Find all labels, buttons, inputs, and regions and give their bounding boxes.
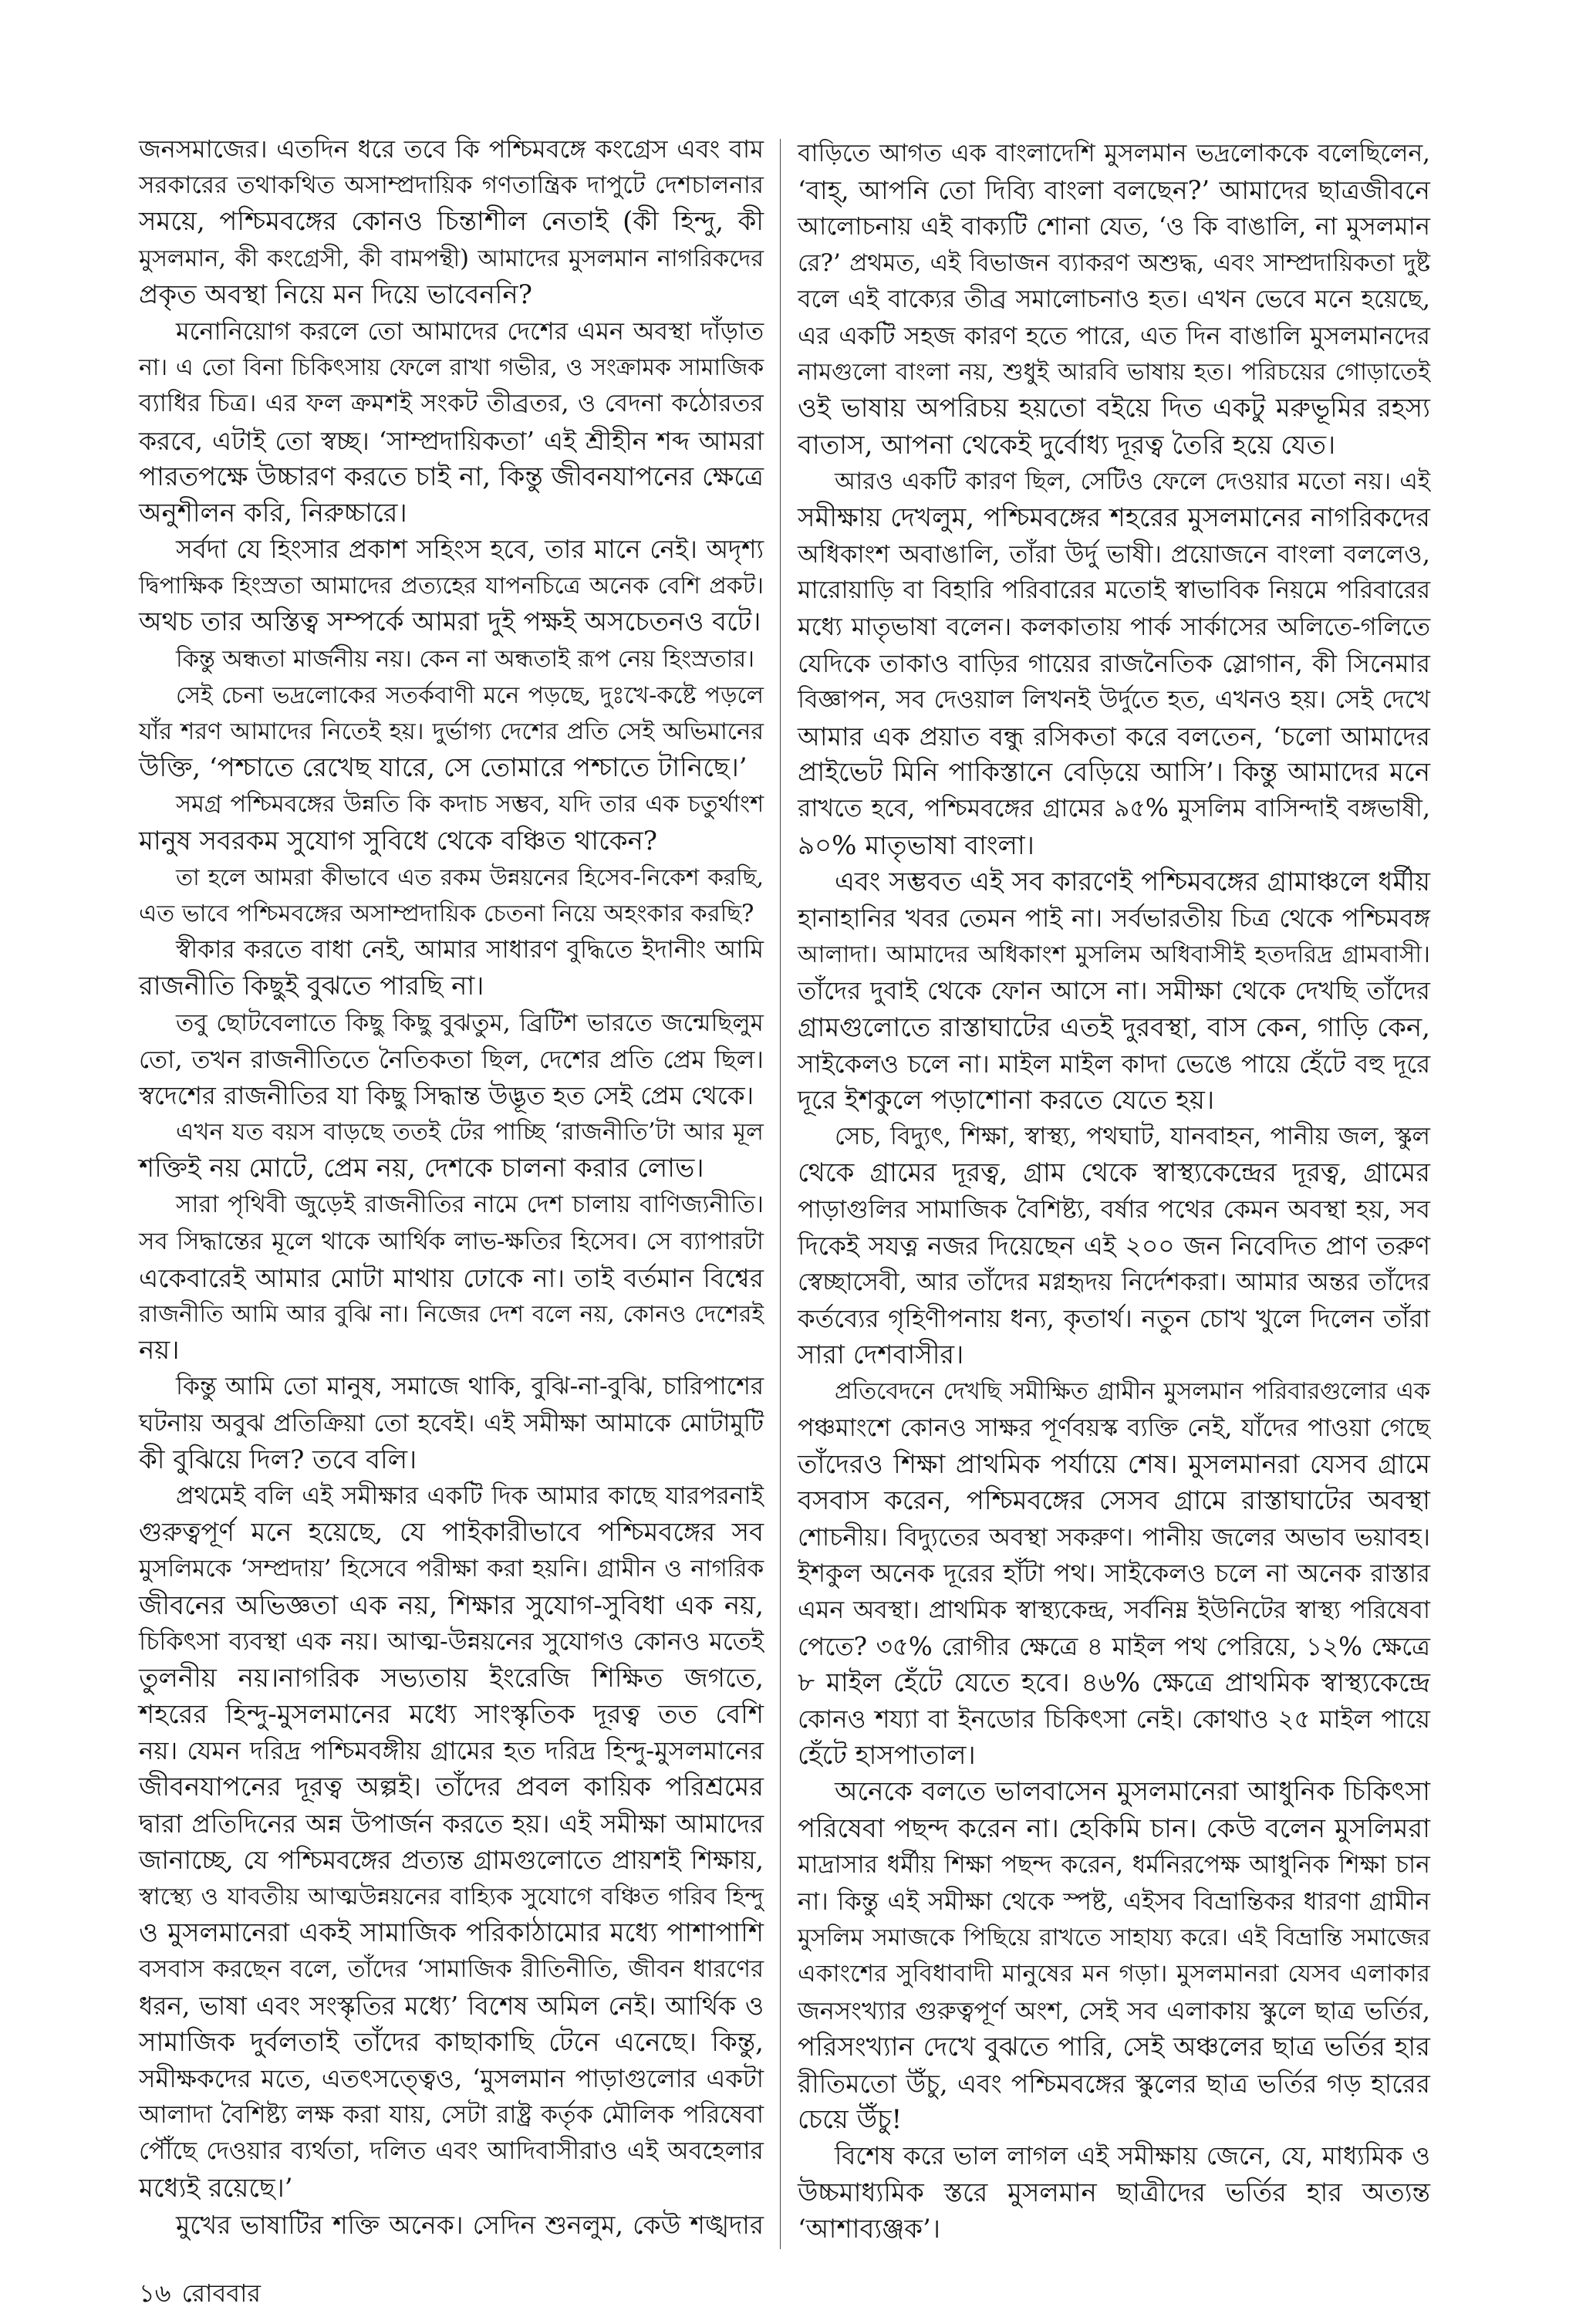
- paragraph: [139, 860, 764, 932]
- text-line: সেচ, বিদ্যুৎ, শিক্ষা, স্বাস্থ্য, পথঘাট, যানবাহন, পানীয় জল, স্কুল: [835, 1123, 1430, 1151]
- text-line: আলাদা বৈশিষ্ট্য লক্ষ করা যায়, সেটা রাষ্ট্র কর্তৃক মৌলিক পরিষেবা: [139, 2101, 764, 2130]
- text-line: গ্রামগুলোতে রাস্তাঘাটের এতই দুরবস্থা, বাস কেন, গাড়ি কেন,: [798, 1012, 1430, 1043]
- text-line: পরিষেবা পছন্দ করেন না। হেকিমি চান। কেউ বলেন মুসলিমরা: [798, 1812, 1430, 1844]
- text-line: প্রকৃত অবস্থা নিয়ে মন দিয়ে ভাবেননি?: [139, 279, 532, 310]
- text-line: বাতাস, আপনা থেকেই দুর্বোধ্য দূরত্ব তৈরি হয়ে যেত।: [798, 429, 1336, 461]
- text-line: সামাজিক দুর্বলতাই তাঁদের কাছাকাছি টেনে এনেছে। কিন্তু,: [139, 2026, 764, 2058]
- text-line: যেদিকে তাকাও বাড়ির গায়ের রাজনৈতিক স্লোগান, কী সিনেমার: [798, 648, 1430, 678]
- text-line: না। এ তো বিনা চিকিৎসায় ফেলে রাখা গভীর, ও সংক্রামক সামাজিক: [139, 354, 764, 382]
- text-line: আলোচনায় এই বাক্যটি শোনা যেত, ‘ও কি বাঙালি, না মুসলমান: [798, 211, 1430, 242]
- text-line: যাঁর শরণ আমাদের নিতেই হয়। দুর্ভাগ্য দেশের প্রতি সেই অভিমানের: [139, 718, 764, 745]
- text-line: ‘আশাব্যঞ্জক’।: [798, 2213, 941, 2245]
- text-line: উক্তি, ‘পশ্চাতে রেখেছ যারে, সে তোমারে পশ্চাতে টানিছে।’: [139, 752, 748, 784]
- text-line: বিশেষ করে ভাল লাগল এই সমীক্ষায় জেনে, যে, মাধ্যমিক ও: [835, 2141, 1430, 2171]
- text-line: মারোয়াড়ি বা বিহারি পরিবারের মতোই স্বাভাবিক নিয়মে পরিবারের: [798, 576, 1430, 605]
- text-line: সময়ে, পশ্চিমবঙ্গের কোনও চিন্তাশীল নেতাই (কী হিন্দু, কী: [139, 206, 764, 238]
- text-line: অথচ তার অস্তিত্ব সম্পর্কে আমরা দুই পক্ষই অসচেতনও বটে।: [139, 606, 761, 638]
- paragraph: [798, 1119, 1430, 1373]
- text-line: ব্যাধির চিত্র। এর ফল ক্রমশই সংকট তীব্রতর, ও বেদনা কঠোরতর: [139, 390, 764, 418]
- text-line: মধ্যেই রয়েছে।’: [139, 2172, 293, 2204]
- text-line: মুসলিম সমাজকে পিছিয়ে রাখতে সাহায্য করে। এই বিভ্রান্তি সমাজের: [798, 1924, 1430, 1952]
- text-line: পরিসংখ্যান দেখে বুঝতে পারি, সেই অঞ্চলের ছাত্র ভর্তির হার: [798, 2031, 1430, 2062]
- text-line: শক্তিই নয় মোটে, প্রেম নয়, দেশকে চালনা করার লোভ।: [139, 1153, 704, 1184]
- paragraph: [798, 136, 1430, 464]
- paragraph: [139, 1478, 764, 2207]
- text-line: এবং সম্ভবত এই সব কারণেই পশ্চিমবঙ্গের গ্রামাঞ্চলে ধর্মীয়: [835, 866, 1430, 897]
- text-line: থেকে গ্রামের দূরত্ব, গ্রাম থেকে স্বাস্থ্যকেন্দ্রের দূরত্ব, গ্রামের: [798, 1157, 1430, 1189]
- paragraph: [139, 1114, 764, 1187]
- text-line: ‘বাহ্, আপনি তো দিব্যি বাংলা বলছেন?’ আমাদের ছাত্রজীবনে: [798, 175, 1430, 206]
- text-line: সর্বদা যে হিংসার প্রকাশ সহিংস হবে, তার মানে নেই। অদৃশ্য: [176, 535, 764, 565]
- text-line: সব সিদ্ধান্তের মূলে থাকে আর্থিক লাভ-ক্ষতির হিসেব। সে ব্যাপারটা: [139, 1227, 764, 1255]
- text-line: এমন অবস্থা। প্রাথমিক স্বাস্থ্যকেন্দ্র, সর্বনিম্ন ইউনিটের স্বাস্থ্য পরিষেবা: [798, 1596, 1430, 1624]
- text-line: আমার এক প্রয়াত বন্ধু রসিকতা করে বলতেন, ‘চলো আমাদের: [798, 721, 1430, 752]
- text-line: পৌঁছে দেওয়ার ব্যর্থতা, দলিত এবং আদিবাসীরাও এই অবহেলার: [139, 2137, 764, 2166]
- text-line: রে?’ প্রথমত, এই বিভাজন ব্যাকরণ অশুদ্ধ, এবং সাম্প্রদায়িকতা দুষ্ট: [798, 248, 1430, 277]
- text-line: শহরের হিন্দু-মুসলমানের মধ্যে সাংস্কৃতিক দূরত্ব তত বেশি: [139, 1699, 764, 1731]
- text-line: পারতপক্ষে উচ্চারণ করতে চাই না, কিন্তু জীবনযাপনের ক্ষেত্রে: [139, 461, 764, 492]
- text-line: প্রথমেই বলি এই সমীক্ষার একটি দিক আমার কাছে যারপরনাই: [176, 1481, 764, 1510]
- text-line: দিকেই সযত্ন নজর দিয়েছেন এই ২০০ জন নিবেদিত প্রাণ তরুণ: [798, 1231, 1430, 1261]
- text-line: স্বেচ্ছাসেবী, আর তাঁদের মগ্নহৃদয় নির্দেশকরা। আমার অন্তর তাঁদের: [798, 1268, 1430, 1296]
- text-line: সাইকেলও চলে না। মাইল মাইল কাদা ভেঙে পায়ে হেঁটে বহু দূরে: [798, 1049, 1430, 1079]
- paragraph: [139, 131, 764, 313]
- text-line: চিকিৎসা ব্যবস্থা এক নয়। আত্ম-উন্নয়নের সুযোগও কোনও মতেই: [139, 1627, 764, 1656]
- page-footer: [139, 2276, 261, 2310]
- text-line: কিন্তু আমি তো মানুষ, সমাজে থাকি, বুঝি-না-বুঝি, চারিপাশের: [176, 1373, 764, 1401]
- text-line: ওই ভাষায় অপরিচয় হয়তো বইয়ে দিত একটু মরুভূমির রহস্য: [798, 393, 1430, 424]
- text-line: মুসলমান, কী কংগ্রেসী, কী বামপন্থী) আমাদের মুসলমান নাগরিকদের: [139, 245, 764, 272]
- right-column: [798, 136, 1430, 2248]
- text-line: সেই চেনা ভদ্রলোকের সতর্কবাণী মনে পড়ছে, দুঃখে-কষ্টে পড়লে: [176, 681, 764, 709]
- text-line: নামগুলো বাংলা নয়, শুধুই আরবি ভাষায় হত। পরিচয়ের গোড়াতেই: [798, 359, 1430, 387]
- text-line: জীবনের অভিজ্ঞতা এক নয়, শিক্ষার সুযোগ-সুবিধা এক নয়,: [139, 1589, 764, 1621]
- text-line: স্বদেশের রাজনীতির যা কিছু সিদ্ধান্ত উদ্ভূত হত সেই প্রেম থেকে।: [139, 1080, 754, 1110]
- paragraph: [139, 1369, 764, 1478]
- text-line: তুলনীয় নয়।নাগরিক সভ্যতায় ইংরেজি শিক্ষিত জগতে,: [139, 1662, 764, 1694]
- paragraph: [798, 2138, 1430, 2248]
- text-line: পাড়াগুলির সামাজিক বৈশিষ্ট্য, বর্ষার পথের কেমন অবস্থা হয়, সব: [798, 1194, 1430, 1224]
- text-line: কিন্তু অন্ধতা মার্জনীয় নয়। কেন না অন্ধতাই রূপ নেয় হিংস্রতার।: [176, 645, 754, 673]
- text-line: মধ্যে মাতৃভাষা বলেন। কলকাতায় পার্ক সার্কাসের অলিতে-গলিতে: [798, 612, 1430, 642]
- paragraph: [798, 464, 1430, 864]
- paragraph: [139, 1005, 764, 1115]
- text-line: রীতিমতো উঁচু, এবং পশ্চিমবঙ্গের স্কুলের ছাত্র ভর্তির গড় হারের: [798, 2068, 1430, 2099]
- text-line: মুখের ভাষাটির শক্তি অনেক। সেদিন শুনলুম, কেউ শঙ্খদার: [176, 2209, 764, 2240]
- paragraph: [139, 532, 764, 641]
- text-line: একাংশের সুবিধাবাদী মানুষের মন গড়া। মুসলমানরা যেসব এলাকার: [798, 1960, 1430, 1988]
- text-line: গুরুত্বপূর্ণ মনে হয়েছে, যে পাইকারীভাবে পশ্চিমবঙ্গের সব: [139, 1517, 764, 1549]
- text-line: নয়। যেমন দরিদ্র পশ্চিমবঙ্গীয় গ্রামের হত দরিদ্র হিন্দু-মুসলমানের: [139, 1736, 764, 1766]
- text-line: নয়।: [139, 1335, 180, 1366]
- text-line: সমগ্র পশ্চিমবঙ্গের উন্নতি কি কদাচ সম্ভব, যদি তার এক চতুর্থাংশ: [176, 791, 764, 819]
- text-line: রাজনীতি কিছুই বুঝতে পারছি না।: [139, 971, 484, 1002]
- text-line: হানাহানির খবর তেমন পাই না। সর্বভারতীয় চিত্র থেকে পশ্চিমবঙ্গ: [798, 903, 1430, 933]
- text-line: মানুষ সবরকম সুযোগ সুবিধে থেকে বঞ্চিত থাকেন?: [139, 825, 658, 856]
- text-line: মুসলিমকে ‘সম্প্রদায়’ হিসেবে পরীক্ষা করা হয়নি। গ্রামীন ও নাগরিক: [139, 1555, 764, 1583]
- text-line: দ্বারা প্রতিদিনের অন্ন উপার্জন করতে হয়। এই সমীক্ষা আমাদের: [139, 1809, 764, 1839]
- text-line: মনোনিয়োগ করলে তো আমাদের দেশের এমন অবস্থা দাঁড়াত: [176, 316, 764, 346]
- text-line: পঞ্চমাংশে কোনও সাক্ষর পূর্ণবয়স্ক ব্যক্তি নেই, যাঁদের পাওয়া গেছে: [798, 1414, 1430, 1442]
- text-line: না। কিন্তু এই সমীক্ষা থেকে স্পষ্ট, এইসব বিভ্রান্তিকর ধারণা গ্রামীন: [798, 1887, 1430, 1916]
- text-line: ৯০% মাতৃভাষা বাংলা।: [798, 829, 1034, 861]
- text-line: এর একটি সহজ কারণ হতে পারে, এত দিন বাঙালি মুসলমানদের: [798, 320, 1430, 350]
- text-line: ও মুসলমানেরা একই সামাজিক পরিকাঠামোর মধ্যে পাশাপাশি: [139, 1917, 764, 1949]
- left-column: [139, 131, 764, 2243]
- text-line: সারা দেশবাসীর।: [798, 1339, 964, 1371]
- text-line: আলাদা। আমাদের অধিকাংশ মুসলিম অধিবাসীই হতদরিদ্র গ্রামবাসী।: [798, 941, 1430, 969]
- text-line: সরকারের তথাকথিত অসাম্প্রদায়িক গণতান্ত্রিক দাপুটে দেশচালনার: [139, 171, 764, 200]
- text-line: রাখতে হবে, পশ্চিমবঙ্গের গ্রামের ৯৫% মুসলিম বাসিন্দাই বঙ্গভাষী,: [798, 795, 1430, 823]
- text-line: অনুশীলন করি, নিরুচ্চারে।: [139, 497, 407, 529]
- text-line: এখন যত বয়স বাড়ছে ততই টের পাচ্ছি ‘রাজনীতি’টা আর মূল: [176, 1119, 764, 1147]
- text-line: সমীক্ষায় দেখলুম, পশ্চিমবঙ্গের শহরের মুসলমানের নাগরিকদের: [798, 502, 1430, 533]
- paragraph: [139, 786, 764, 859]
- text-line: সমীক্ষকদের মতে, এতৎসত্ত্বেও, ‘মুসলমান পাড়াগুলোর একটা: [139, 2063, 764, 2093]
- paragraph: [139, 641, 764, 677]
- text-line: তাঁদেরও শিক্ষা প্রাথমিক পর্যায়ে শেষ। মুসলমানরা যেসব গ্রামে: [798, 1448, 1430, 1480]
- text-line: প্রতিবেদনে দেখছি সমীক্ষিত গ্রামীন মুসলমান পরিবারগুলোর এক: [835, 1378, 1430, 1406]
- text-line: করবে, এটাই তো স্বচ্ছ। ‘সাম্প্রদায়িকতা’ এই শ্রীহীন শব্দ আমরা: [139, 425, 764, 456]
- text-line: প্রাইভেট মিনি পাকিস্তানে বেড়িয়ে আসি’। কিন্তু আমাদের মনে: [798, 757, 1430, 789]
- text-line: বসবাস করেন, পশ্চিমবঙ্গের সেসব গ্রামে রাস্তাঘাটের অবস্থা: [798, 1485, 1430, 1516]
- text-line: তো, তখন রাজনীতিতে নৈতিকতা ছিল, দেশের প্রতি প্রেম ছিল।: [139, 1044, 764, 1074]
- text-line: ঘটনায় অবুঝ প্রতিক্রিয়া তো হবেই। এই সমীক্ষা আমাকে মোটামুটি: [139, 1409, 764, 1437]
- text-line: শোচনীয়। বিদ্যুতের অবস্থা সকরুণ। পানীয় জলের অভাব ভয়াবহ।: [798, 1522, 1430, 1552]
- text-line: উচ্চমাধ্যমিক স্তরে মুসলমান ছাত্রীদের ভর্তির হার অত্যন্ত: [798, 2177, 1430, 2208]
- text-line: জনসমাজের। এতদিন ধরে তবে কি পশ্চিমবঙ্গে কংগ্রেস এবং বাম: [139, 134, 764, 164]
- text-line: অধিকাংশ অবাঙালি, তাঁরা উর্দু ভাষী। প্রয়োজনে বাংলা বললেও,: [798, 539, 1430, 569]
- page-number: ১৬: [139, 2278, 171, 2308]
- text-line: জীবনযাপনের দূরত্ব অল্পই। তাঁদের প্রবল কায়িক পরিশ্রমের: [139, 1772, 764, 1803]
- text-line: হেঁটে হাসপাতাল।: [798, 1740, 976, 1772]
- paragraph: [139, 677, 764, 787]
- text-line: রাজনীতি আমি আর বুঝি না। নিজের দেশ বলে নয়, কোনও দেশেরই: [139, 1301, 764, 1328]
- paragraph: [139, 2207, 764, 2243]
- text-line: চেয়ে উঁচু!: [798, 2104, 903, 2136]
- text-line: বিজ্ঞাপন, সব দেওয়াল লিখনই উর্দুতে হত, এখনও হয়। সেই দেখে: [798, 685, 1430, 714]
- text-line: বাড়িতে আগত এক বাংলাদেশি মুসলমান ভদ্রলোককে বলেছিলেন,: [798, 140, 1430, 167]
- text-line: আরও একটি কারণ ছিল, সেটিও ফেলে দেওয়ার মতো নয়। এই: [835, 467, 1430, 495]
- text-line: জনসংখ্যার গুরুত্বপূর্ণ অংশ, সেই সব এলাকায় স্কুলে ছাত্র ভর্তির,: [798, 1995, 1430, 2025]
- text-line: মাদ্রাসার ধর্মীয় শিক্ষা পছন্দ করেন, ধর্মনিরপেক্ষ আধুনিক শিক্ষা চান: [798, 1850, 1430, 1879]
- paragraph: [798, 1774, 1430, 2138]
- text-line: একেবারেই আমার মোটা মাথায় ঢোকে না। তাই বর্তমান বিশ্বের: [139, 1262, 764, 1293]
- paragraph: [139, 932, 764, 1005]
- text-line: ৮ মাইল হেঁটে যেতে হবে। ৪৬% ক্ষেত্রে প্রাথমিক স্বাস্থ্যকেন্দ্রে: [798, 1667, 1430, 1698]
- text-line: অনেকে বলতে ভালবাসেন মুসলমানেরা আধুনিক চিকিৎসা: [835, 1776, 1430, 1808]
- text-line: দ্বিপাক্ষিক হিংস্রতা আমাদের প্রত্যহের যাপনচিত্রে অনেক বেশি প্রকট।: [139, 573, 764, 600]
- text-line: দূরে ইশকুলে পড়াশোনা করতে যেতে হয়।: [798, 1084, 1215, 1116]
- text-line: এত ভাবে পশ্চিমবঙ্গের অসাম্প্রদায়িক চেতনা নিয়ে অহংকার করছি?: [139, 900, 754, 927]
- text-line: সারা পৃথিবী জুড়েই রাজনীতির নামে দেশ চালায় বাণিজ্যনীতি।: [176, 1191, 764, 1219]
- paragraph: [798, 864, 1430, 1119]
- text-line: তা হলে আমরা কীভাবে এত রকম উন্নয়নের হিসেব-নিকেশ করছি,: [176, 863, 764, 890]
- text-line: তাঁদের দুবাই থেকে ফোন আসে না। সমীক্ষা থেকে দেখছি তাঁদের: [798, 976, 1430, 1006]
- paragraph: [798, 1373, 1430, 1774]
- text-line: কর্তব্যের গৃহিণীপনায় ধন্য, কৃতার্থ। নতুন চোখ খুলে দিলেন তাঁরা: [798, 1304, 1430, 1333]
- text-line: স্বাস্থ্যে ও যাবতীয় আত্মউন্নয়নের বাহ্যিক সুযোগে বঞ্চিত গরিব হিন্দু: [139, 1883, 764, 1910]
- text-line: কোনও শয্যা বা ইনডোর চিকিৎসা নেই। কোথাও ২৫ মাইল পায়ে: [798, 1704, 1430, 1735]
- paragraph: [139, 1187, 764, 1369]
- publication-name: রোববার: [181, 2278, 261, 2308]
- text-line: কী বুঝিয়ে দিল? তবে বলি।: [139, 1444, 417, 1475]
- text-line: ধরন, ভাষা এবং সংস্কৃতির মধ্যে’ বিশেষ অমিল নেই। আর্থিক ও: [139, 1991, 764, 2021]
- paragraph: [139, 313, 764, 532]
- text-line: স্বীকার করতে বাধা নেই, আমার সাধারণ বুদ্ধিতে ইদানীং আমি: [176, 936, 764, 964]
- column-divider: [780, 139, 781, 2249]
- text-line: জানাচ্ছে, যে পশ্চিমবঙ্গের প্রত্যন্ত গ্রামগুলোতে প্রায়শই শিক্ষায়,: [139, 1845, 764, 1875]
- text-line: ইশকুল অনেক দূরের হাঁটা পথ। সাইকেলও চলে না অনেক রাস্তার: [798, 1559, 1430, 1589]
- text-line: বলে এই বাক্যের তীব্র সমালোচনাও হত। এখন ভেবে মনে হয়েছে,: [798, 285, 1430, 313]
- text-line: পেতে? ৩৫% রোগীর ক্ষেত্রে ৪ মাইল পথ পেরিয়ে, ১২% ক্ষেত্রে: [798, 1631, 1430, 1661]
- text-line: বসবাস করছেন বলে, তাঁদের ‘সামাজিক রীতিনীতি, জীবন ধারণের: [139, 1955, 764, 1984]
- text-line: তবু ছোটবেলাতে কিছু কিছু বুঝতুম, ব্রিটিশ ভারতে জন্মেছিলুম: [176, 1008, 764, 1037]
